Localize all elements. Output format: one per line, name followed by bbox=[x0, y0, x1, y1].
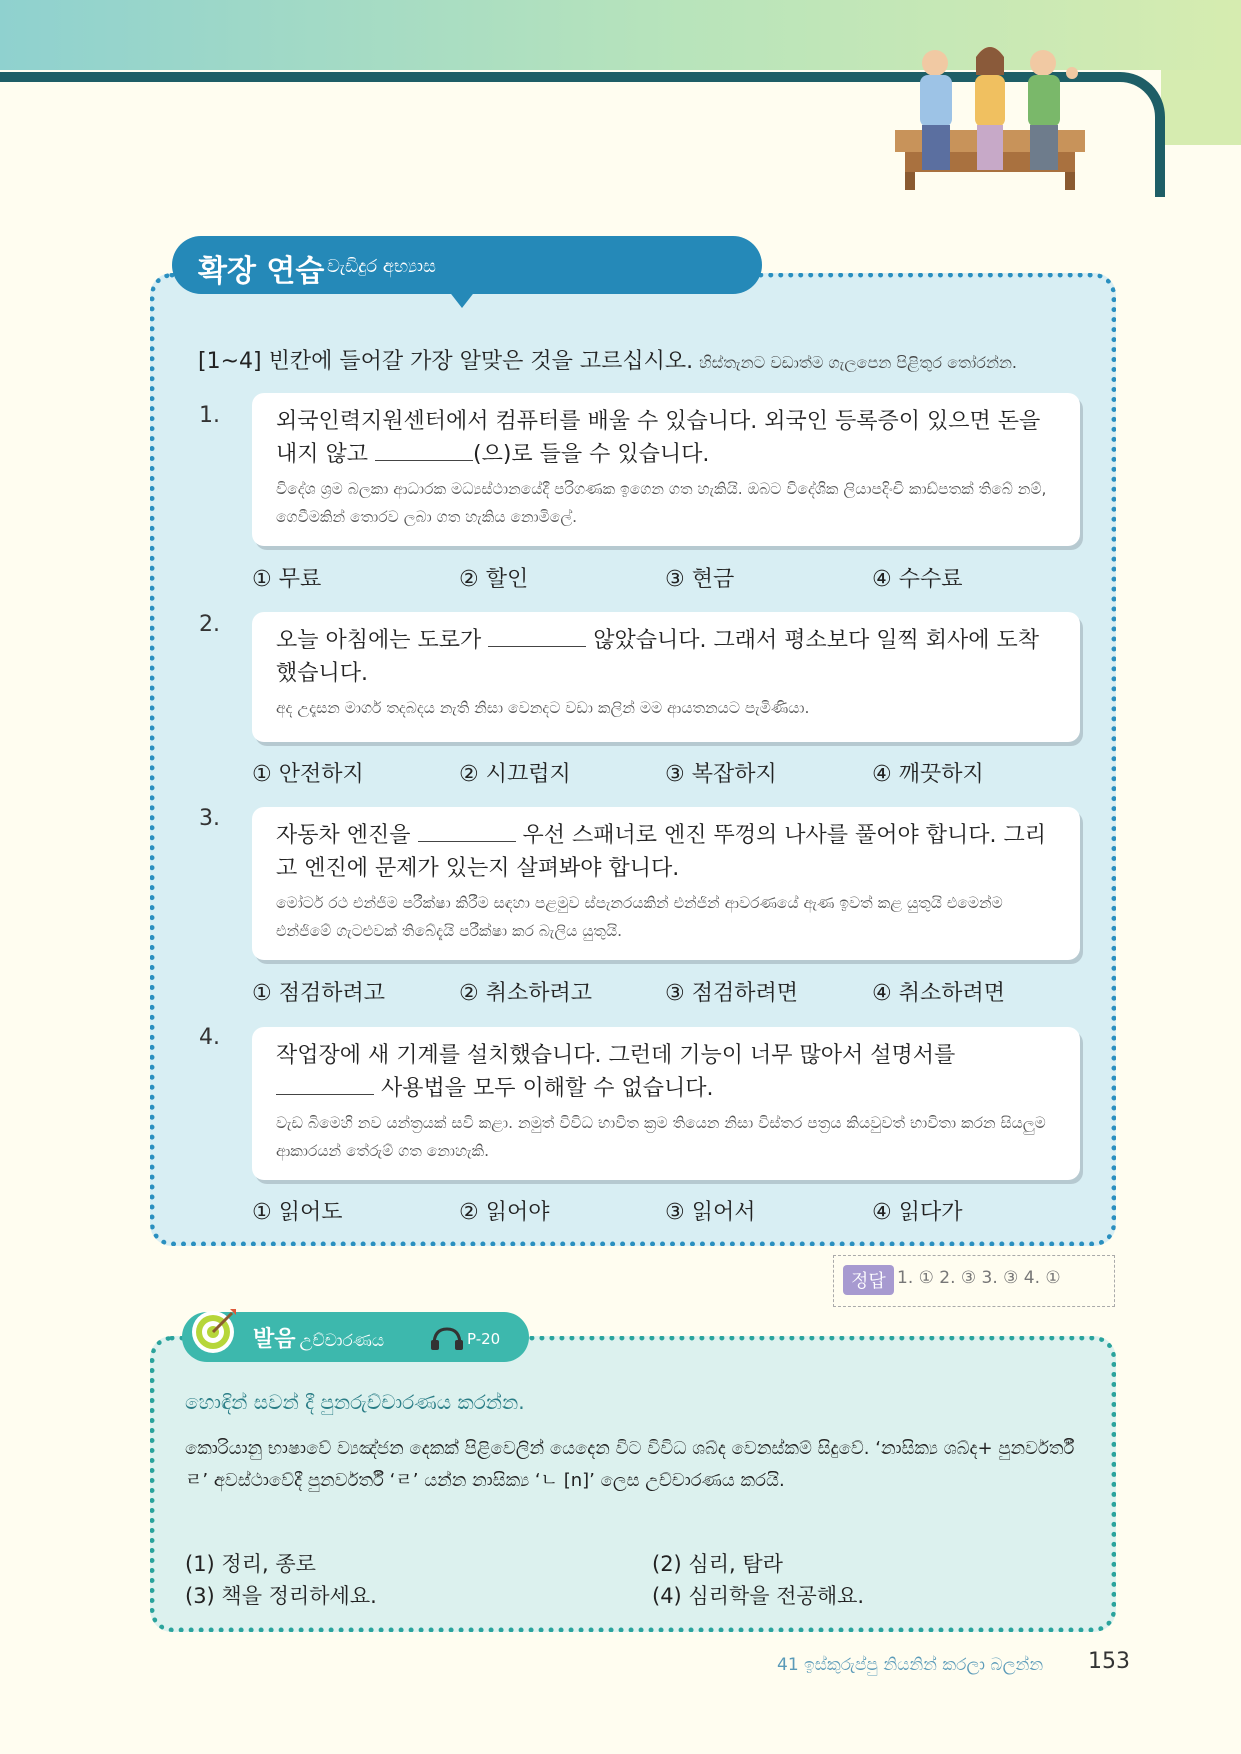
audio-track-ref: P-20 bbox=[467, 1330, 501, 1348]
pronunciation-title-sinhala: උච්චාරණය bbox=[299, 1331, 385, 1351]
question-number: 4. bbox=[199, 1025, 220, 1050]
option-3[interactable]: ③ 점검하려면 bbox=[665, 981, 798, 1006]
footer-lesson-title: 41 ඉස්කුරුප්පු නියනින් කරලා බලන්න bbox=[777, 1655, 1044, 1675]
answer-key-text: 1. ① 2. ③ 3. ③ 4. ① bbox=[897, 1268, 1061, 1288]
pronunciation-item: (1) 정리, 종로 bbox=[185, 1552, 316, 1576]
question-number: 2. bbox=[199, 612, 220, 637]
question-card bbox=[252, 1027, 1080, 1180]
question-card bbox=[252, 807, 1080, 960]
option-1[interactable]: ① 무료 bbox=[252, 567, 322, 592]
headphones-icon[interactable] bbox=[430, 1325, 464, 1351]
option-2[interactable]: ② 읽어야 bbox=[459, 1200, 550, 1225]
answer-key-label: 정답 bbox=[843, 1265, 894, 1295]
practice-subtitle: වැඩිදුර අභ්‍යාස bbox=[327, 256, 436, 277]
question-text: 오늘 아침에는 도로가 않았습니다. 그래서 평소보다 일찍 회사에 도착했습니다. bbox=[276, 628, 1040, 686]
option-4[interactable]: ④ 취소하려면 bbox=[872, 981, 1005, 1006]
question-card bbox=[252, 612, 1080, 742]
question-translation: වැඩ බිමෙහි නව යන්ත්‍රයක් සවි කළා. නමුත් විවිධ භාවිත ක්‍රම තියෙන නිසා විස්තර පත්‍රය කියවුවත් භාවිතා කරන සියලුම ආකාරයන් තේරුම් ගත නොහැකි. bbox=[276, 1114, 1046, 1160]
practice-title: 확장 연습 bbox=[198, 254, 325, 289]
option-4[interactable]: ④ 수수료 bbox=[872, 567, 963, 592]
option-3[interactable]: ③ 복잡하지 bbox=[665, 762, 777, 787]
answer-blank bbox=[375, 442, 473, 461]
question-number: 3. bbox=[199, 806, 220, 831]
question-text: 외국인력지원센터에서 컴퓨터를 배울 수 있습니다. 외국인 등록증이 있으면 돈을 내지 않고 (으)로 들을 수 있습니다. bbox=[276, 409, 1041, 467]
practice-instruction bbox=[198, 344, 1017, 375]
option-4[interactable]: ④ 읽다가 bbox=[872, 1200, 963, 1225]
question-translation: විදේශ ශ්‍රම බලකා ආධාරක මධ්‍යස්ථානයේදී පරිගණක ඉගෙන ගත හැකියි. ඔබට විදේශික ලියාපදිංචි කාඩ්පතක් තිබේ නම්, ගෙවීමකින් තොරව ලබා ගත හැකිය නොමිලේ. bbox=[276, 480, 1047, 526]
option-1[interactable]: ① 읽어도 bbox=[252, 1200, 343, 1225]
target-icon bbox=[190, 1305, 240, 1355]
pronunciation-item: (4) 심리학을 전공해요. bbox=[652, 1584, 865, 1608]
question-text: 작업장에 새 기계를 설치했습니다. 그런데 기능이 너무 많아서 설명서를 사용법을 모두 이해할 수 없습니다. bbox=[276, 1043, 956, 1101]
pronunciation-item: (3) 책을 정리하세요. bbox=[185, 1584, 377, 1608]
option-2[interactable]: ② 시끄럽지 bbox=[459, 762, 571, 787]
practice-tab-pointer bbox=[448, 290, 476, 308]
question-text: 자동차 엔진을 우선 스패너로 엔진 뚜껑의 나사를 풀어야 합니다. 그리고 엔진에 문제가 있는지 살펴봐야 합니다. bbox=[276, 823, 1047, 881]
answer-blank bbox=[488, 628, 586, 647]
option-2[interactable]: ② 할인 bbox=[459, 567, 529, 592]
option-1[interactable]: ① 점검하려고 bbox=[252, 981, 385, 1006]
option-3[interactable]: ③ 읽어서 bbox=[665, 1200, 756, 1225]
option-2[interactable]: ② 취소하려고 bbox=[459, 981, 592, 1006]
option-1[interactable]: ① 안전하지 bbox=[252, 762, 364, 787]
question-number: 1. bbox=[199, 403, 220, 428]
option-4[interactable]: ④ 깨끗하지 bbox=[872, 762, 984, 787]
pronunciation-title: 발음 උච්චාරණය bbox=[253, 1327, 385, 1352]
answer-blank bbox=[276, 1076, 374, 1095]
instruction-sinhala: හිස්තැනට වඩාත්ම ගැලපෙන පිළිතුර තෝරන්න. bbox=[699, 353, 1018, 372]
header-curve bbox=[1085, 72, 1165, 197]
answer-blank bbox=[418, 823, 516, 842]
instruction-korean: [1~4] 빈칸에 들어갈 가장 알맞은 것을 고르십시오. bbox=[198, 349, 694, 374]
question-translation: අද උදෑසන මාර්ග තදබදය නැති නිසා වෙනදට වඩා කලින් මම ආයතනයට පැමිණියා. bbox=[276, 699, 810, 717]
page-number: 153 bbox=[1088, 1649, 1130, 1674]
pronunciation-description: කොරියානු භාෂාවේ ව්‍යඤ්ජන දෙකක් පිළිවෙලින් යෙදෙන විට විවිධ ශබ්ද වෙනස්කම් සිදුවේ. ‘නාසික්‍ය ශබ්ද+ පුනර්වර්තී ㄹ’ අවස්ථාවේදී පුනර්වර්තී ‘ㄹ’ යන්න නාසික්‍ය ‘ㄴ [n]’ ලෙස උච්චාරණය කරයි. bbox=[185, 1438, 1075, 1491]
question-translation: මෝටර් රථ එන්ජිම පරීක්ෂා කිරීම සඳහා පළමුව ස්පැනරයකින් එන්ජින් ආවරණයේ ඇණ ඉවත් කළ යුතුයි එමෙන්ම එන්ජිමේ ගැටළුවක් තිබේදැයි පරීක්ෂා කර බැලිය යුතුයි. bbox=[276, 894, 1003, 940]
question-card bbox=[252, 393, 1080, 546]
pronunciation-instruction: හොඳින් සවන් දී පුනරුච්චාරණය කරන්න. bbox=[185, 1390, 525, 1414]
pronunciation-item: (2) 심리, 탐라 bbox=[652, 1552, 783, 1576]
three-elderly-people-on-bench-illustration bbox=[890, 35, 1090, 195]
header-band-corner bbox=[1161, 70, 1241, 145]
option-3[interactable]: ③ 현금 bbox=[665, 567, 735, 592]
